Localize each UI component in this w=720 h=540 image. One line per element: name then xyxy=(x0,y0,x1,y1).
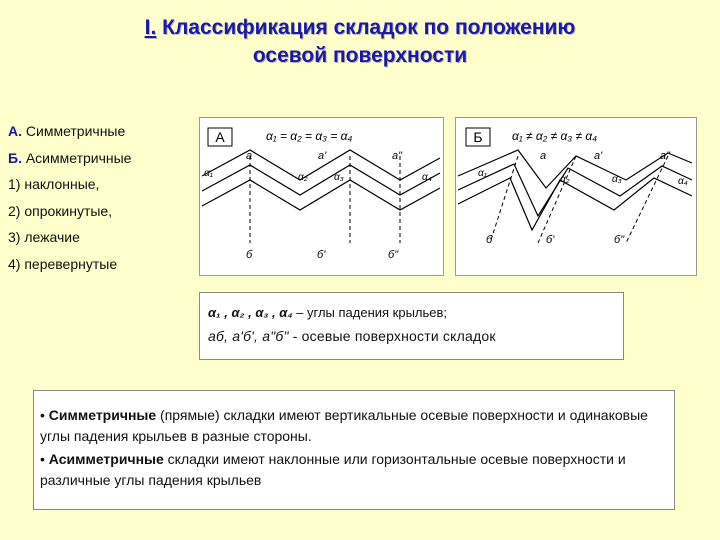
legend-axes-text: - осевые поверхности складок xyxy=(288,328,496,344)
figure-a-bottom-label: б' xyxy=(317,249,326,261)
figure-a-bottom-label: б" xyxy=(388,249,399,261)
class-item: 1) наклонные, xyxy=(8,176,100,192)
figure-a-top-label: а" xyxy=(392,150,403,162)
class-a-text: Симметричные xyxy=(25,123,126,139)
summary-asymmetric xyxy=(40,449,670,491)
classification-list xyxy=(8,118,131,277)
summary-asym-text: складки имеют наклонные или горизонтальные осевые поверхности и различные углы падения крыльев xyxy=(40,451,626,488)
figure-a-tag: А xyxy=(215,129,225,145)
figure-a-top-label: а xyxy=(246,150,253,162)
figure-b-top-label: а xyxy=(540,150,547,162)
figure-a-angle-label: α₂ xyxy=(298,172,308,183)
summary-asym-term: Асимметричные xyxy=(48,451,164,467)
figure-b-drawing xyxy=(456,118,696,275)
summary-sym-term: Симметричные xyxy=(48,407,157,423)
figure-b-angle-label: α₃ xyxy=(612,174,622,185)
summary-box xyxy=(33,390,675,510)
class-b-label: Б. xyxy=(8,149,22,166)
figure-asymmetric-folds xyxy=(455,117,697,276)
figure-b-angle-label: α₂ xyxy=(560,174,570,185)
figure-a-axial-lines xyxy=(250,156,400,243)
figure-a-bottom-label: б xyxy=(246,249,253,261)
figure-b-bottom-label: б xyxy=(486,234,493,246)
legend-angle-text: – углы падения крыльев; xyxy=(292,305,448,320)
legend-angles-line xyxy=(208,305,447,320)
page-title xyxy=(60,14,660,70)
class-item: 2) опрокинутые, xyxy=(8,202,113,219)
class-item: 3) лежачие xyxy=(8,229,80,245)
figure-a-top-label: а' xyxy=(318,150,327,162)
figure-a-angle-label: α₃ xyxy=(334,172,344,183)
figure-a-formula: α₁ = α₂ = α₃ = α₄ xyxy=(266,129,353,143)
figure-b-top-label: а" xyxy=(660,150,671,162)
figure-b-bottom-label: б" xyxy=(614,234,625,246)
figure-b-angle-label: α₄ xyxy=(678,176,688,187)
title-line1: Классификация складок по положению xyxy=(162,16,576,39)
legend-box xyxy=(199,292,624,360)
legend-angle-symbols: α₁ , α₂ , α₃ , α₄ xyxy=(208,305,293,320)
figure-b-formula: α₁ ≠ α₂ ≠ α₃ ≠ α₄ xyxy=(512,129,598,143)
legend-axes-symbols: аб, а'б', а"б" xyxy=(208,328,289,344)
figure-b-angle-label: α₁ xyxy=(478,168,487,179)
class-b-row xyxy=(8,145,131,172)
figure-b-fold-lines xyxy=(458,150,692,230)
class-a-row xyxy=(8,118,131,145)
figure-a-drawing xyxy=(200,118,443,275)
figure-a-angle-label: α₄ xyxy=(422,172,432,183)
bullet-icon: • xyxy=(40,451,45,467)
summary-sym-text: (прямые) складки имеют вертикальные осевые поверхности и одинаковые углы падения крыльев в разные стороны. xyxy=(40,407,648,444)
title-line2: осевой поверхности xyxy=(252,44,468,67)
class-b-text: Асимметричные xyxy=(25,149,132,166)
summary-symmetric xyxy=(40,405,670,447)
figure-b-tag: Б xyxy=(473,129,483,145)
class-a-label: А. xyxy=(8,123,22,139)
figure-symmetric-folds xyxy=(199,117,444,276)
figure-b-bottom-label: б' xyxy=(546,234,555,246)
figure-b-top-label: а' xyxy=(594,150,603,162)
figure-a-angle-label: α₁ xyxy=(204,168,213,179)
legend-axes-line xyxy=(208,328,496,344)
class-item: 4) перевернутые xyxy=(8,255,118,272)
bullet-icon: • xyxy=(40,407,45,423)
title-number: I. xyxy=(144,16,157,39)
